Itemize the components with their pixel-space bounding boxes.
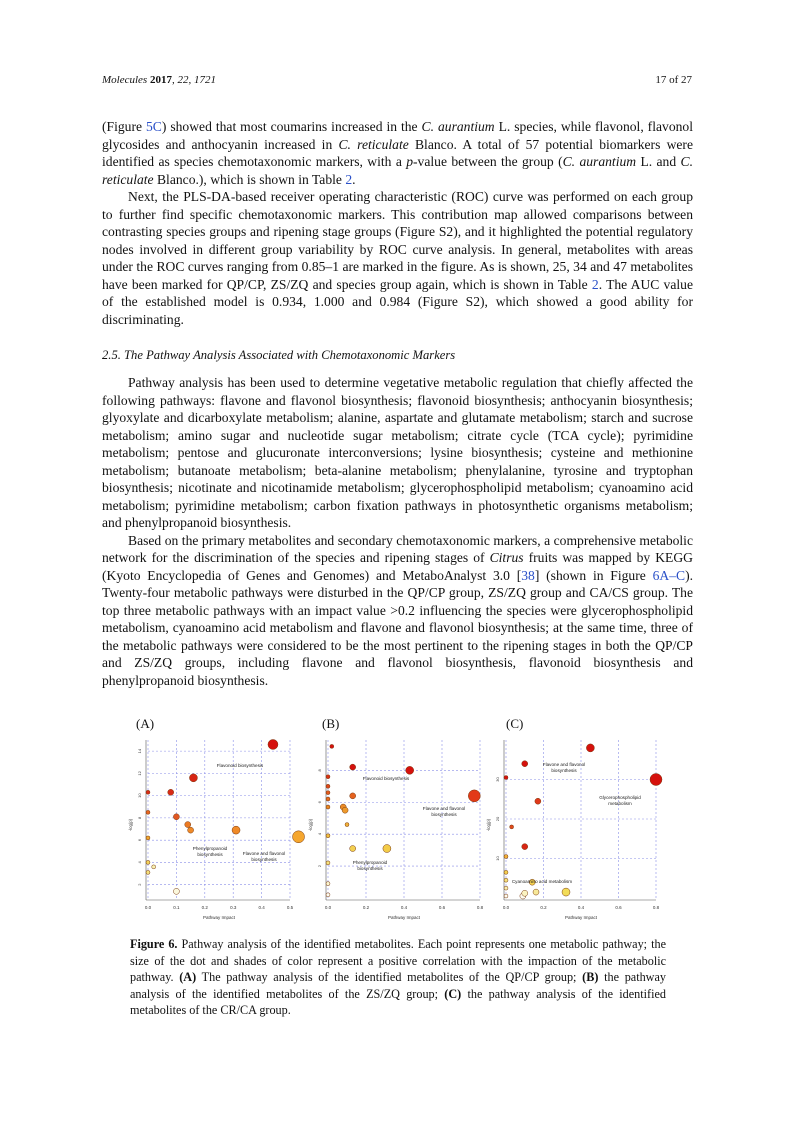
data-point bbox=[522, 761, 528, 767]
pathway-annotation bbox=[363, 776, 410, 781]
x-tick-label: 0.0 bbox=[144, 905, 152, 910]
figure-link[interactable]: 5C bbox=[145, 119, 162, 134]
x-tick-label: 0.0 bbox=[502, 905, 510, 910]
annotation-line: Flavonoid biosynthesis bbox=[216, 763, 264, 768]
x-tick-label: 0.6 bbox=[615, 905, 622, 910]
journal-year: 2017 bbox=[149, 74, 172, 86]
data-point bbox=[533, 889, 539, 895]
data-point bbox=[146, 860, 150, 864]
data-point bbox=[345, 823, 349, 827]
pathway-annotation bbox=[243, 851, 285, 862]
text: -value between the group ( bbox=[413, 154, 563, 169]
data-point bbox=[468, 790, 480, 802]
annotation-line: Phenylpropanoid bbox=[192, 846, 228, 851]
data-point bbox=[268, 739, 278, 749]
text: . The AUC value of the established model is 0.934, 1.000 and 0.984 (Figure S2), which showed a good ability for discriminating. bbox=[102, 276, 693, 327]
x-tick-label: 0.4 bbox=[400, 905, 408, 910]
data-point bbox=[173, 814, 179, 820]
pathway-annotation bbox=[512, 879, 572, 884]
y-axis-label: -log(p) bbox=[308, 818, 313, 832]
y-tick-label: 12 bbox=[137, 771, 142, 776]
paragraph-3-4 bbox=[102, 374, 693, 689]
data-point bbox=[350, 764, 356, 770]
x-tick-label: 0.1 bbox=[173, 905, 180, 910]
data-point bbox=[326, 834, 330, 838]
x-axis-label: Pathway Impact bbox=[387, 915, 421, 920]
annotation-line: metabolism bbox=[608, 801, 632, 806]
page-header bbox=[102, 74, 692, 90]
data-point bbox=[504, 894, 508, 898]
x-tick-label: 0.4 bbox=[577, 905, 585, 910]
text: fruits was mapped by KEGG (Kyoto Encyclopedia of Genes and Genomes) and MetaboAnalyst 3.0 [ bbox=[102, 550, 693, 583]
subsection-title: 2.5. The Pathway Analysis Associated with Chemotaxonomic Markers bbox=[102, 348, 456, 362]
species-name: C. aurantium bbox=[562, 154, 637, 169]
pathway-annotation bbox=[353, 860, 388, 871]
species-name: C. reticulate bbox=[338, 136, 409, 152]
x-axis-label: Pathway Impact bbox=[564, 915, 598, 920]
data-point bbox=[562, 888, 570, 896]
y-tick-label: 6 bbox=[137, 839, 142, 842]
figure-caption bbox=[130, 936, 666, 1019]
text: . bbox=[352, 171, 356, 187]
y-tick-label: 10 bbox=[495, 856, 500, 861]
data-point bbox=[522, 844, 528, 850]
x-tick-label: 0.8 bbox=[652, 905, 660, 910]
caption-panel-ref: (A) bbox=[179, 970, 197, 985]
data-point bbox=[504, 886, 508, 890]
annotation-line: biosynthesis bbox=[251, 857, 277, 862]
table-link[interactable]: 2 bbox=[591, 276, 599, 292]
data-point bbox=[146, 810, 150, 814]
p-symbol: p bbox=[406, 154, 414, 169]
x-tick-label: 0.8 bbox=[476, 905, 484, 910]
data-point bbox=[586, 744, 594, 752]
x-tick-label: 0.6 bbox=[438, 905, 446, 910]
caption-text: the pathway analysis of the identified metabolites of the CR/CA group. bbox=[130, 986, 666, 1018]
y-tick-label: 6 bbox=[317, 801, 322, 804]
data-point bbox=[146, 790, 150, 794]
text: Blanco.), which is shown in Table bbox=[153, 171, 346, 187]
data-point bbox=[293, 831, 305, 843]
y-tick-label: 2 bbox=[137, 883, 142, 886]
annotation-line: biosynthesis bbox=[551, 768, 577, 773]
data-point bbox=[535, 798, 541, 804]
data-point bbox=[342, 807, 348, 813]
x-tick-label: 0.0 bbox=[324, 905, 332, 910]
data-point bbox=[383, 845, 391, 853]
text: Next, the PLS-DA-based receiver operating characteristic (ROC) curve was performed on each group to further find specific chemotaxonomic markers. This contribution map allowed comparisons between contrasting species groups and ripening stage groups (Figure S2), and it highlighted the potential regulatory nodes involved in different group variability by ROC curve analysis. In general, metabolites with areas under the ROC curves ranging from 0.85–1 are marked in the figure. As is shown, 25, 34 and 47 metabolites have been marked for QP/CP, ZS/ZQ and species group again, which is shown in Table bbox=[102, 189, 693, 292]
y-tick-label: 4 bbox=[137, 861, 142, 864]
journal-citation bbox=[102, 74, 216, 86]
figure-6 bbox=[130, 712, 670, 932]
y-tick-label: 2 bbox=[317, 864, 322, 868]
y-tick-label: 14 bbox=[137, 748, 142, 754]
data-point bbox=[350, 846, 356, 852]
page-number: 17 of 27 bbox=[655, 74, 692, 86]
data-point bbox=[152, 865, 156, 869]
text: ). Twenty-four metabolic pathways were disturbed in the QP/CP group, ZS/ZQ group and CA/CS group. The top three metabolic pathways with an impact value >0.2 influencing the species were glycerophospholipid metabolism, cyanoamino acid metabolism and flavone and flavonol biosynthesis; at the same time, three of the metabolic pathways were considered to be the most pertinent to the ripening stages in both the QP/CP and ZS/ZQ groups, including flavone and flavonol biosynthesis, flavonoid biosynthesis and phenylpropanoid biosynthesis. bbox=[102, 567, 693, 688]
data-point bbox=[326, 784, 330, 788]
data-point bbox=[650, 774, 662, 786]
paragraph-3: Pathway analysis has been used to determine vegetative metabolic regulation that chiefly affected the following pathways: flavone and flavonol biosynthesis; flavonoid biosynthesis; anthocyanin biosynthesis; glyoxylate and dicarboxylate metabolism; alanine, aspartate and glutamate metabolism; starch and sucrose metabolism; amino sugar and nucleotide sugar metabolism; citrate cycle (TCA cycle); pyrimidine metabolism; pentose and glucuronate interconversions; lysine biosynthesis; cysteine and methionine metabolism; butanoate metabolism; beta-alanine metabolism; phenylalanine, tyrosine and tryptophan biosynthesis; nicotinate and nicotinamide metabolism; glycerophospholipid metabolism; cyanoamino acid metabolism; pyrimidine metabolism; carbon fixation pathways in photosynthetic organisms metabolism; and phenylpropanoid biosynthesis. bbox=[102, 375, 693, 530]
data-point bbox=[326, 805, 330, 809]
y-tick-label: 20 bbox=[495, 816, 500, 822]
data-point bbox=[173, 888, 179, 894]
data-point bbox=[504, 870, 508, 874]
data-point bbox=[232, 826, 240, 834]
caption-panel-ref: (C) bbox=[444, 986, 462, 1001]
data-point bbox=[522, 890, 528, 896]
data-point bbox=[326, 791, 330, 795]
y-tick-label: 8 bbox=[317, 769, 322, 772]
data-point bbox=[510, 825, 514, 829]
journal-name: Molecules bbox=[102, 74, 148, 86]
data-point bbox=[330, 744, 334, 748]
paragraph-1 bbox=[102, 118, 693, 328]
data-point bbox=[326, 861, 330, 865]
genus-name: Citrus bbox=[489, 550, 524, 565]
annotation-line: Flavonoid biosynthesis bbox=[362, 776, 410, 781]
caption-panel-ref: (B) bbox=[582, 970, 599, 985]
y-tick-label: 10 bbox=[137, 793, 142, 798]
pathway-annotation bbox=[423, 806, 465, 817]
text: L. species, while flavonol, flavonol glycosides and anthocyanin increased in bbox=[102, 119, 693, 152]
y-tick-label: 8 bbox=[137, 816, 142, 820]
reference-link[interactable]: 38 bbox=[521, 567, 535, 583]
annotation-line: Glycerophospholipid bbox=[599, 795, 641, 800]
journal-volume: , 22, 1721 bbox=[171, 74, 216, 86]
caption-text: the pathway analysis of the identified metabolites of the ZS/ZQ group; bbox=[130, 970, 666, 1001]
x-axis-label: Pathway Impact bbox=[202, 915, 236, 920]
data-point bbox=[189, 774, 197, 782]
paragraph-4 bbox=[102, 532, 693, 690]
data-point bbox=[326, 797, 330, 801]
annotation-line: Flavone and flavonol bbox=[242, 851, 286, 856]
caption-text: The pathway analysis of the identified metabolites of the QP/CP group; bbox=[196, 970, 583, 985]
paragraph-2 bbox=[102, 188, 693, 328]
data-point bbox=[185, 822, 191, 828]
caption-text: Pathway analysis of the identified metabolites. Each point represents one metabolic pathway; the size of the dot and shades of color represent a positive correlation with the impaction of the metabolic pathway. bbox=[130, 937, 666, 985]
text: Blanco. A total of 57 potential biomarkers were identified as species chemotaxonomic markers, with a bbox=[102, 136, 693, 169]
data-point bbox=[168, 789, 174, 795]
x-tick-label: 0.2 bbox=[201, 905, 208, 910]
data-point bbox=[146, 870, 150, 874]
data-point bbox=[188, 827, 194, 833]
species-name: C. reticulate bbox=[102, 154, 693, 187]
figure-link[interactable]: 6A–C bbox=[652, 567, 686, 583]
text: (Figure bbox=[102, 119, 146, 134]
data-point bbox=[146, 836, 150, 840]
y-tick-label: 4 bbox=[317, 833, 322, 836]
data-point bbox=[326, 893, 330, 897]
y-axis-label: -log(p) bbox=[486, 818, 491, 832]
data-point bbox=[504, 776, 508, 780]
annotation-line: biosynthesis bbox=[357, 866, 383, 871]
text: Based on the primary metabolites and secondary chemotaxonomic markers, a comprehensive metabolic network for the discrimination of the species and ripening stages of bbox=[102, 532, 693, 565]
panel-label-c: (C) bbox=[506, 716, 524, 731]
y-axis-label: -log(p) bbox=[128, 818, 133, 832]
annotation-line: Flavone and flavonol bbox=[422, 806, 466, 811]
x-tick-label: 0.2 bbox=[362, 905, 370, 910]
annotation-line: biosynthesis bbox=[431, 812, 457, 817]
annotation-line: Flavone and flavonol bbox=[542, 762, 586, 767]
pathway-annotation bbox=[599, 795, 641, 806]
x-tick-label: 0.3 bbox=[230, 905, 237, 910]
data-point bbox=[504, 855, 508, 859]
data-point bbox=[326, 775, 330, 779]
text: ) showed that most coumarins increased in the bbox=[161, 119, 422, 134]
x-tick-label: 0.2 bbox=[540, 905, 547, 910]
x-tick-label: 0.4 bbox=[258, 905, 265, 910]
panel-label-b: (B) bbox=[322, 716, 340, 731]
data-point bbox=[350, 793, 356, 799]
panel-label-a: (A) bbox=[136, 716, 155, 731]
pathway-annotation bbox=[193, 846, 228, 857]
text: L. and bbox=[636, 154, 681, 169]
text: ] (shown in Figure bbox=[534, 567, 653, 583]
annotation-line: Phenylpropanoid bbox=[352, 860, 388, 865]
data-point bbox=[406, 766, 414, 774]
pathway-charts bbox=[130, 712, 670, 932]
species-name: C. aurantium bbox=[421, 119, 495, 134]
pathway-annotation bbox=[543, 762, 585, 773]
data-point bbox=[504, 878, 508, 882]
annotation-line: biosynthesis bbox=[197, 852, 223, 857]
y-tick-label: 30 bbox=[495, 777, 500, 782]
annotation-line: Cyanoamino acid metabolism bbox=[511, 879, 573, 884]
caption-label: Figure 6. bbox=[130, 937, 178, 951]
table-link[interactable]: 2 bbox=[345, 171, 353, 187]
x-tick-label: 0.5 bbox=[286, 905, 294, 910]
data-point bbox=[326, 882, 330, 886]
pathway-annotation bbox=[217, 763, 264, 768]
